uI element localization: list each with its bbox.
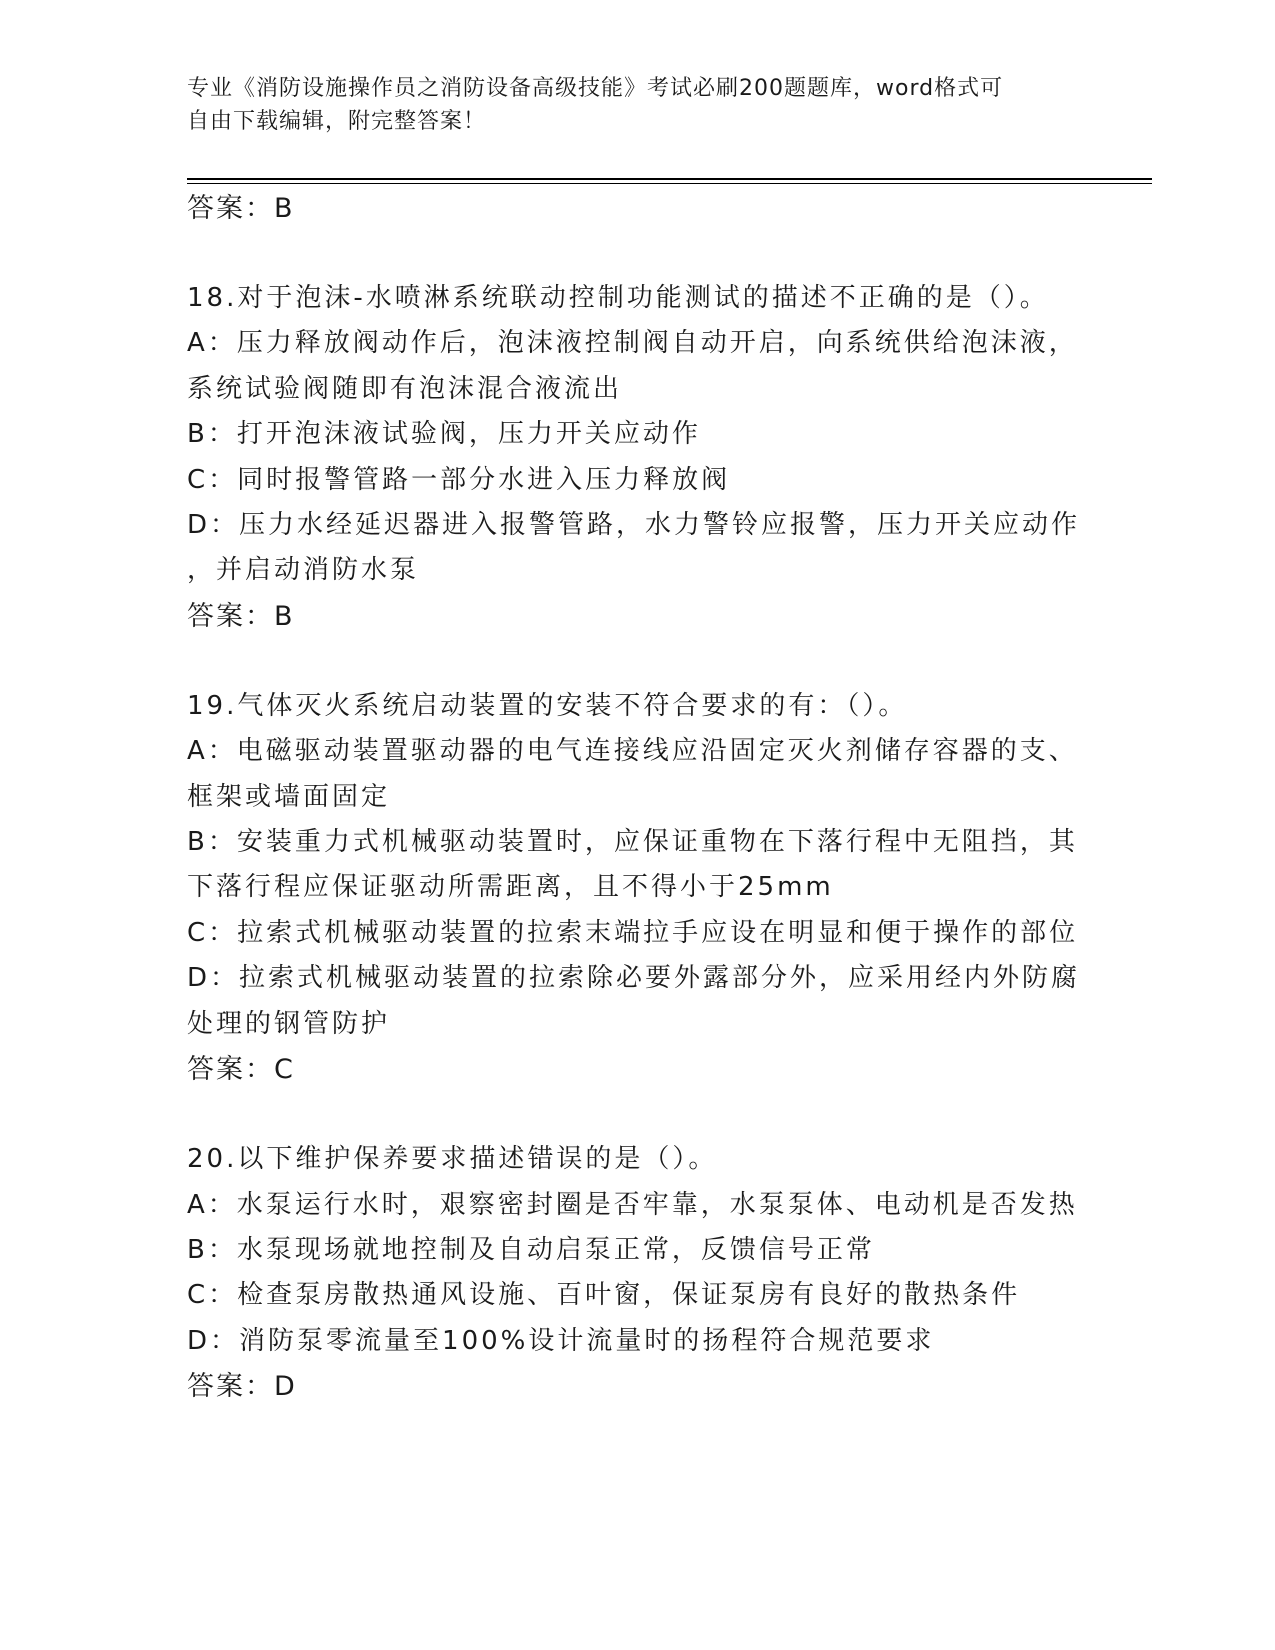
option-line: D：拉索式机械驱动装置的拉索除必要外露部分外，应采用经内外防腐 [187, 963, 1081, 994]
option-line: B：水泵现场就地控制及自动启泵正常，反馈信号正常 [187, 1234, 875, 1265]
question-block-18 [187, 276, 1087, 640]
question-block-19 [187, 684, 1087, 1093]
question-stem: 18.对于泡沫-水喷淋系统联动控制功能测试的描述不正确的是（）。 [187, 283, 1049, 313]
header-rule-thick [187, 178, 1152, 180]
option-line: C：拉索式机械驱动装置的拉索末端拉手应设在明显和便于操作的部位 [187, 917, 1079, 948]
spacer [187, 640, 1087, 684]
spacer [187, 232, 1087, 276]
previous-answer: 答案：B [187, 193, 295, 224]
option-line: 框架或墙面固定 [187, 781, 391, 812]
document-header [187, 72, 1087, 138]
document-body [187, 186, 1087, 1410]
option-line: A：电磁驱动装置驱动器的电气连接线应沿固定灭火剂储存容器的支、 [187, 736, 1078, 767]
question-block-20 [187, 1137, 1087, 1410]
option-line: 系统试验阀随即有泡沫混合液流出 [187, 373, 623, 404]
question-stem: 19.气体灭火系统启动装置的安装不符合要求的有：（）。 [187, 690, 908, 721]
option-line: B：安装重力式机械驱动装置时，应保证重物在下落行程中无阻挡，其 [187, 827, 1078, 858]
spacer [187, 1093, 1087, 1137]
option-line: D：消防泵零流量至100%设计流量时的扬程符合规范要求 [187, 1325, 935, 1356]
option-line: 处理的钢管防护 [187, 1008, 391, 1039]
option-line: D：压力水经延迟器进入报警管路，水力警铃应报警，压力开关应动作 [187, 510, 1081, 541]
option-line: A：水泵运行水时，艰察密封圈是否牢靠，水泵泵体、电动机是否发热 [187, 1189, 1078, 1220]
option-line: C：同时报警管路一部分水进入压力释放阀 [187, 464, 731, 495]
option-line: 下落行程应保证驱动所需距离，且不得小于25mm [187, 872, 834, 903]
answer-line: 答案：C [187, 1054, 295, 1086]
option-line: A：压力释放阀动作后，泡沫液控制阀自动开启，向系统供给泡沫液， [187, 328, 1078, 359]
answer-line: 答案：B [187, 600, 295, 632]
option-line: B：打开泡沫液试验阀，压力开关应动作 [187, 419, 701, 450]
header-rule-thin [187, 183, 1152, 184]
question-stem: 20.以下维护保养要求描述错误的是（）。 [187, 1144, 718, 1175]
header-line-2: 自由下载编辑，附完整答案！ [187, 109, 487, 134]
answer-line: 答案：D [187, 1371, 297, 1403]
header-line-1: 专业《消防设施操作员之消防设备高级技能》考试必刷200题题库，word格式可 [187, 76, 1004, 101]
option-line: ，并启动消防水泵 [187, 555, 420, 586]
option-line: C：检查泵房散热通风设施、百叶窗，保证泵房有良好的散热条件 [187, 1280, 1021, 1311]
